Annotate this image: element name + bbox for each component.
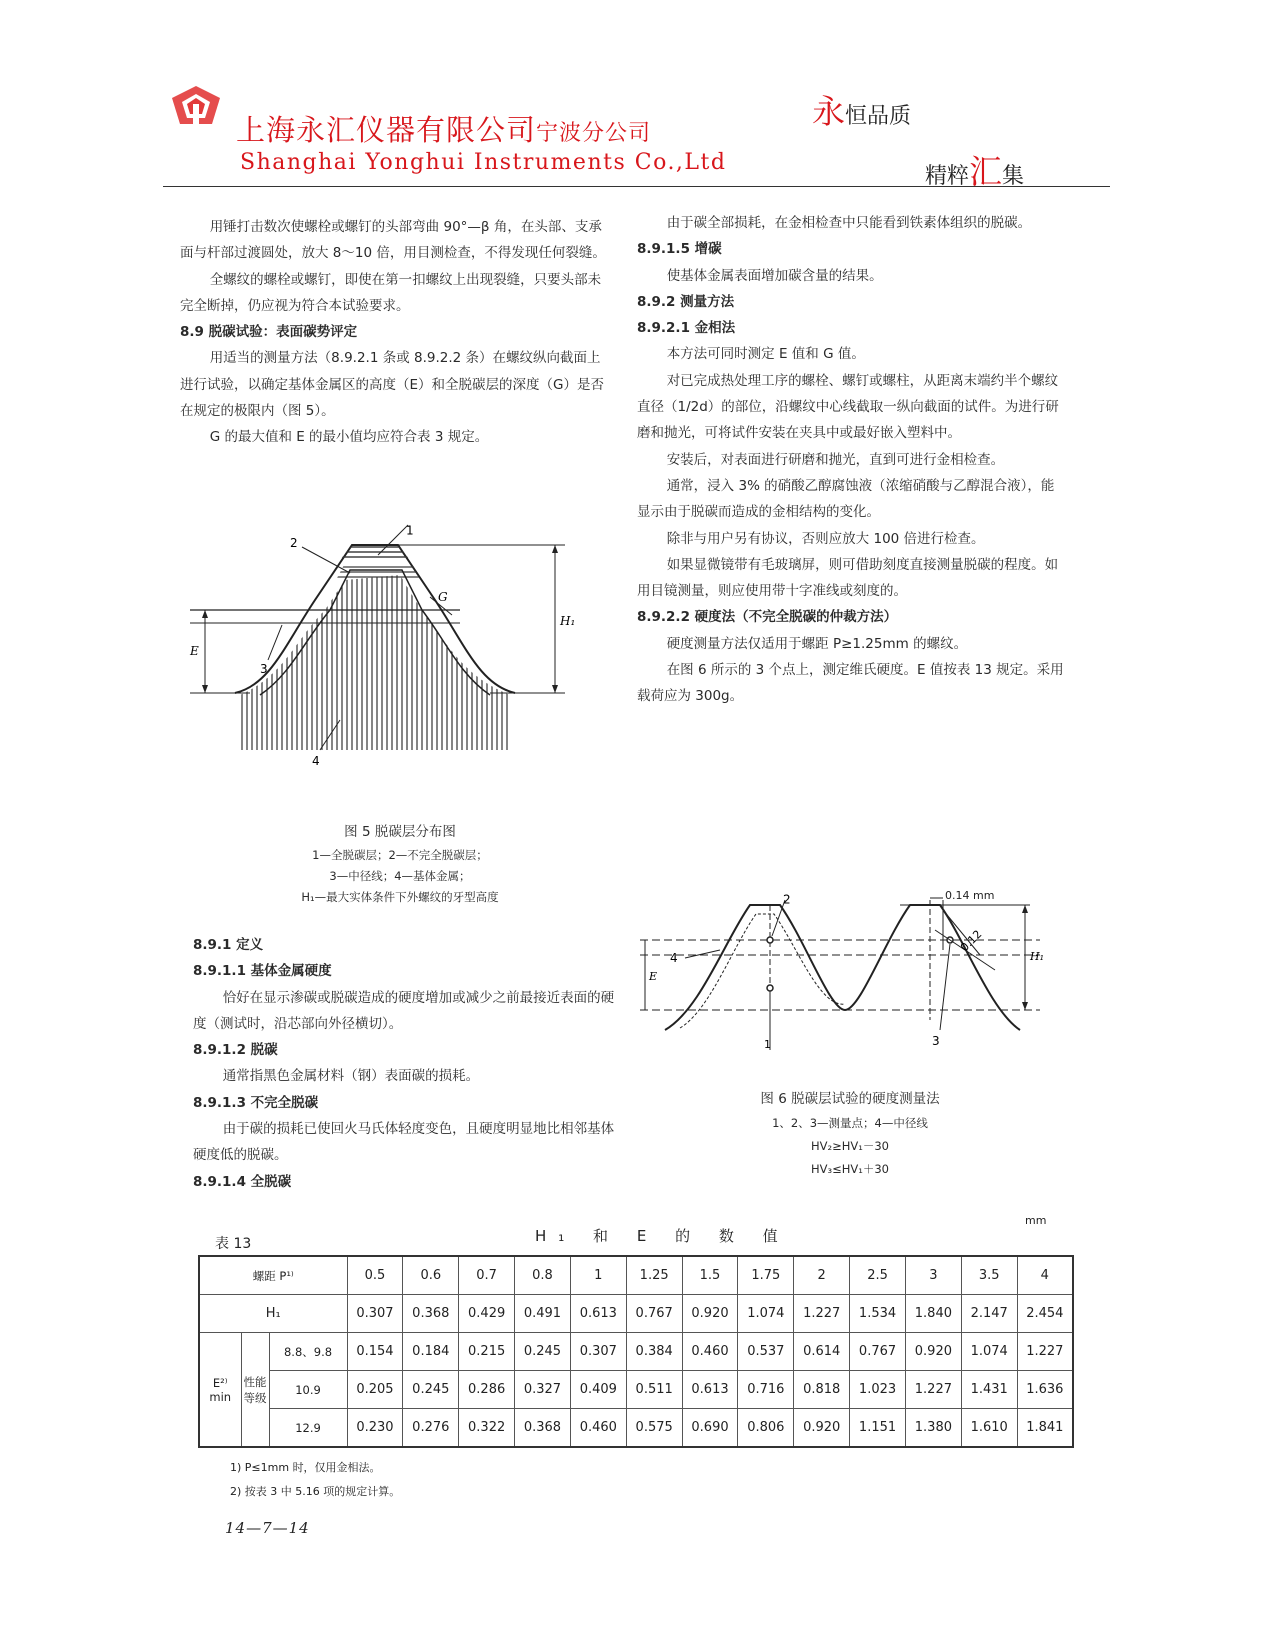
h1-cell: 0.429 — [459, 1295, 515, 1333]
e-cell: 0.154 — [347, 1333, 403, 1371]
left-column-top — [180, 214, 612, 451]
e-cell: 0.215 — [459, 1333, 515, 1371]
e-cell: 0.205 — [347, 1371, 403, 1409]
e-cell: 0.368 — [515, 1409, 571, 1448]
pitch-cell: 2.5 — [850, 1256, 906, 1295]
fig6-label-1: 1 — [764, 1038, 771, 1051]
h1-cell: 0.920 — [682, 1295, 738, 1333]
section-heading: 8.9.2.2 硬度法（不完全脱碳的仲裁方法） — [637, 609, 898, 626]
paragraph: 如果显微镜带有毛玻璃屏，则可借助刻度直接测量脱碳的程度。如用目镜测量，则应使用带十字准线或刻度的。 — [637, 556, 1059, 600]
e-cell: 1.636 — [1017, 1371, 1073, 1409]
e-cell: 1.380 — [905, 1409, 961, 1448]
h1-cell: 0.491 — [515, 1295, 571, 1333]
e-cell: 0.307 — [570, 1333, 626, 1371]
e-cell: 0.327 — [515, 1371, 571, 1409]
figure-5-legend: 1—全脱碳层；2—不完全脱碳层； 3—中径线；4—基体金属； H₁—最大实体条件下外螺纹的牙型高度 — [301, 848, 499, 904]
figure-6-caption: 图 6 脱碳层试验的硬度测量法 — [760, 1091, 940, 1107]
paragraph: 全螺纹的螺栓或螺钉，即使在第一扣螺纹上出现裂缝，只要头部未完全断掉，仍应视为符合本试验要求。 — [180, 271, 602, 314]
paragraph: 通常指黑色金属材料（钢）表面碳的损耗。 — [222, 1068, 480, 1085]
grade-cell: 8.8、9.8 — [269, 1333, 347, 1371]
e-cell: 0.575 — [626, 1409, 682, 1448]
paragraph: 通常，浸入 3% 的硝酸乙醇腐蚀液（浓缩硝酸与乙醇混合液），能显示由于脱碳而造成的金相结构的变化。 — [637, 477, 1055, 521]
fig5-label-1: 1 — [406, 523, 414, 538]
paragraph: 硬度测量方法仅适用于螺距 P≥1.25mm 的螺纹。 — [666, 635, 968, 652]
pitch-cell: 4 — [1017, 1256, 1073, 1295]
section-heading: 8.9.1 定义 — [193, 937, 264, 953]
paragraph: 本方法可同时测定 E 值和 G 值。 — [666, 346, 865, 363]
company-name-en: Shanghai Yonghui Instruments Co.,Ltd — [240, 150, 727, 175]
right-column — [637, 210, 1067, 710]
paragraph: 在图 6 所示的 3 个点上，测定维氏硬度。E 值按表 13 规定。采用载荷应为 300g。 — [637, 662, 1064, 705]
table-13 — [198, 1255, 1074, 1448]
fig5-label-4: 4 — [312, 754, 320, 768]
e-cell: 0.322 — [459, 1409, 515, 1448]
pitch-cell: 0.5 — [347, 1256, 403, 1295]
e-cell: 1.227 — [905, 1371, 961, 1409]
left-column-bottom — [193, 932, 623, 1195]
e-cell: 0.614 — [794, 1333, 850, 1371]
table-row — [199, 1333, 1073, 1371]
e-cell: 0.818 — [794, 1371, 850, 1409]
e-cell: 0.716 — [738, 1371, 794, 1409]
e-cell: 1.227 — [1017, 1333, 1073, 1371]
paragraph: 由于碳的损耗已使回火马氏体轻度变色，且硬度明显地比相邻基体硬度低的脱碳。 — [193, 1121, 615, 1164]
fig6-dim-012: 0.12 — [957, 927, 985, 955]
pitch-cell: 2 — [794, 1256, 850, 1295]
company-name-cn: 上海永汇仪器有限公司宁波分公司 — [236, 113, 652, 147]
e-cell: 0.184 — [403, 1333, 459, 1371]
section-heading: 8.9.1.4 全脱碳 — [193, 1173, 292, 1190]
h1-cell: 0.613 — [570, 1295, 626, 1333]
h1-cell: 0.307 — [347, 1295, 403, 1333]
e-cell: 0.613 — [682, 1371, 738, 1409]
e-label: E²⁾ — [212, 1375, 228, 1390]
table-row — [199, 1295, 1073, 1333]
fig6-label-4: 4 — [670, 951, 678, 965]
table-13-unit: mm — [1025, 1214, 1047, 1227]
class-label — [241, 1333, 269, 1448]
pitch-cell: 0.6 — [403, 1256, 459, 1295]
pitch-cell: 3 — [905, 1256, 961, 1295]
slogan-line-2: 精粹汇集 — [925, 152, 1025, 191]
table-13-label: 表 13 — [215, 1236, 252, 1252]
fig6-dim-014: 0.14 mm — [945, 889, 995, 902]
pitch-cell: 0.8 — [515, 1256, 571, 1295]
section-heading: 8.9.1.1 基体金属硬度 — [193, 963, 332, 980]
h1-cell: 1.840 — [905, 1295, 961, 1333]
paragraph: 恰好在显示渗碳或脱碳造成的硬度增加或减少之前最接近表面的硬度（测试时，沿芯部向外径横切）。 — [193, 989, 615, 1032]
class-label-2: 等级 — [243, 1390, 267, 1405]
e-cell: 0.511 — [626, 1371, 682, 1409]
h1-cell: 1.227 — [794, 1295, 850, 1333]
table-13-title: H₁ 和 E 的 数 值 — [535, 1227, 790, 1245]
section-heading: 8.9.2.1 金相法 — [637, 320, 736, 337]
section-heading: 8.9 脱碳试验：表面碳势评定 — [180, 324, 358, 341]
paragraph: 由于碳全部损耗，在金相检查中只能看到铁素体组织的脱碳。 — [666, 215, 1032, 231]
e-min-unit: min — [209, 1389, 232, 1404]
pitch-cell: 1.5 — [682, 1256, 738, 1295]
class-label-1: 性能 — [243, 1374, 267, 1389]
section-heading: 8.9.1.3 不完全脱碳 — [193, 1094, 319, 1111]
e-cell: 0.245 — [403, 1371, 459, 1409]
table-footnote-2: 2) 按表 3 中 5.16 项的规定计算。 — [230, 1485, 401, 1498]
grade-cell: 12.9 — [269, 1409, 347, 1448]
table-row — [199, 1256, 1073, 1295]
table-row — [199, 1371, 1073, 1409]
fig6-label-H1: H₁ — [1030, 950, 1045, 963]
e-cell: 1.074 — [961, 1333, 1017, 1371]
e-cell: 0.767 — [850, 1333, 906, 1371]
e-cell: 1.151 — [850, 1409, 906, 1448]
fig5-label-3: 3 — [260, 662, 268, 676]
h1-cell: 2.147 — [961, 1295, 1017, 1333]
h1-cell: 0.368 — [403, 1295, 459, 1333]
page-number: 14—7—14 — [225, 1519, 310, 1537]
pitch-header: 螺距 P¹⁾ — [199, 1256, 347, 1295]
e-cell: 0.276 — [403, 1409, 459, 1448]
pitch-cell: 3.5 — [961, 1256, 1017, 1295]
branch-name: 宁波分公司 — [536, 121, 652, 146]
paragraph: G 的最大值和 E 的最小值均应符合表 3 规定。 — [209, 429, 489, 446]
figure-5-caption: 图 5 脱碳层分布图 — [344, 824, 456, 840]
h1-cell: 0.767 — [626, 1295, 682, 1333]
paragraph: 对已完成热处理工序的螺栓、螺钉或螺柱，从距离末端约半个螺纹直径（1/2d）的部位，沿螺纹中心线截取一纵向截面的试件。为进行研磨和抛光，可将试件安装在夹具中或最好嵌入塑料中。 — [637, 372, 1059, 442]
e-cell: 0.460 — [570, 1409, 626, 1448]
pitch-cell: 1.25 — [626, 1256, 682, 1295]
fig6-label-E: E — [649, 970, 658, 983]
fig5-label-2: 2 — [290, 536, 298, 550]
header-divider — [163, 186, 1110, 187]
e-cell: 1.023 — [850, 1371, 906, 1409]
pitch-cell: 1.75 — [738, 1256, 794, 1295]
e-cell: 0.920 — [905, 1333, 961, 1371]
e-cell: 0.460 — [682, 1333, 738, 1371]
e-cell: 1.431 — [961, 1371, 1017, 1409]
section-heading: 8.9.2 测量方法 — [637, 293, 735, 310]
e-min-label — [199, 1333, 241, 1448]
figure-6-legend: 1、2、3—测量点；4—中径线 HV₂≥HV₁－30 HV₃≤HV₁＋30 — [772, 1116, 928, 1176]
e-cell: 0.384 — [626, 1333, 682, 1371]
h1-cell: 1.534 — [850, 1295, 906, 1333]
pitch-cell: 1 — [570, 1256, 626, 1295]
e-cell: 1.841 — [1017, 1409, 1073, 1448]
e-cell: 0.806 — [738, 1409, 794, 1448]
e-cell: 0.920 — [794, 1409, 850, 1448]
section-heading: 8.9.1.2 脱碳 — [193, 1042, 278, 1059]
grade-cell: 10.9 — [269, 1371, 347, 1409]
fig6-label-2: 2 — [783, 892, 791, 907]
paragraph: 安装后，对表面进行研磨和抛光，直到可进行金相检查。 — [666, 451, 1005, 468]
fig5-label-G: G — [438, 590, 448, 604]
e-cell: 0.286 — [459, 1371, 515, 1409]
paragraph: 使基体金属表面增加碳含量的结果。 — [666, 267, 883, 284]
e-cell: 0.690 — [682, 1409, 738, 1448]
fig5-label-E: E — [190, 644, 199, 658]
h1-cell: 2.454 — [1017, 1295, 1073, 1333]
table-footnote-1: 1) P≤1mm 时，仅用金相法。 — [230, 1461, 381, 1474]
paragraph: 用适当的测量方法（8.9.2.1 条或 8.9.2.2 条）在螺纹纵向截面上进行试验，以确定基体金属区的高度（E）和全脱碳层的深度（G）是否在规定的极限内（图 5）。 — [180, 350, 604, 420]
h1-cell: 1.074 — [738, 1295, 794, 1333]
e-cell: 0.537 — [738, 1333, 794, 1371]
paragraph: 用锤打击数次使螺栓或螺钉的头部弯曲 90°—β 角，在头部、支承面与杆部过渡圆处，放大 8～10 倍，用目测检查，不得发现任何裂缝。 — [180, 219, 606, 262]
pitch-cell: 0.7 — [459, 1256, 515, 1295]
paragraph: 除非与用户另有协议，否则应放大 100 倍进行检查。 — [666, 530, 985, 547]
e-cell: 0.409 — [570, 1371, 626, 1409]
figure-5-diagram — [190, 525, 610, 785]
h1-label: H₁ — [199, 1295, 347, 1333]
e-cell: 1.610 — [961, 1409, 1017, 1448]
fig5-label-H1: H₁ — [560, 614, 576, 628]
fig6-label-3: 3 — [932, 1034, 940, 1048]
section-heading: 8.9.1.5 增碳 — [637, 241, 722, 258]
company-logo-icon — [168, 84, 224, 128]
e-cell: 0.245 — [515, 1333, 571, 1371]
slogan-line-1: 永恒品质 — [812, 92, 912, 131]
e-cell: 0.230 — [347, 1409, 403, 1448]
table-row — [199, 1409, 1073, 1448]
